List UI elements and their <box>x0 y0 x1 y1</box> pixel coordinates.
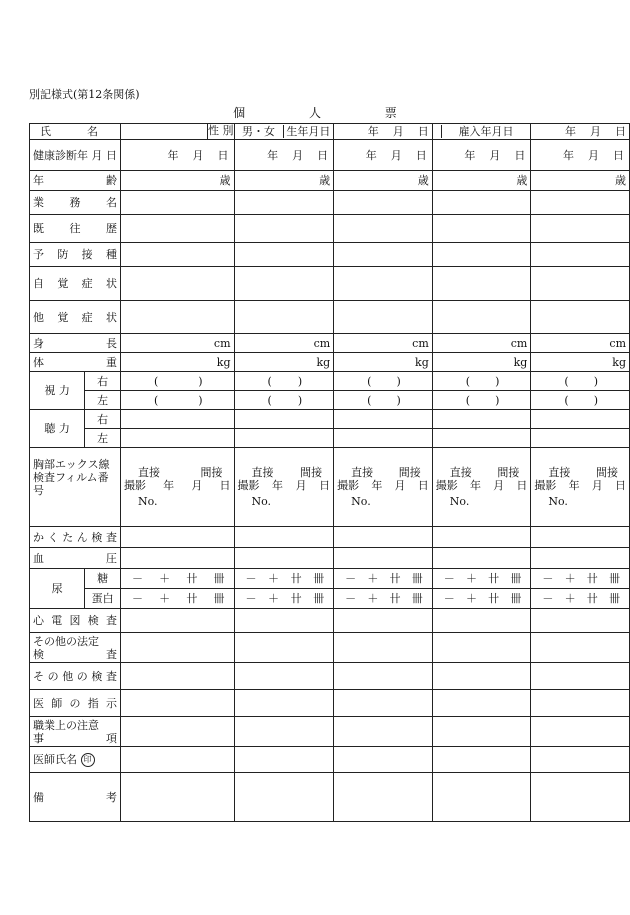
urine-protein-row <box>30 589 630 609</box>
ecg-cell[interactable] <box>234 609 334 633</box>
doctor-name-cell[interactable] <box>531 747 630 773</box>
urine-protein-label: 蛋白 <box>85 589 121 609</box>
doctor-name-row <box>30 747 630 773</box>
checkup-date-label: 健康診断年 月 日 <box>30 140 121 171</box>
checkup-date-row <box>30 140 630 171</box>
hearing-left-cell[interactable] <box>234 429 334 448</box>
age-cell[interactable] <box>334 171 433 191</box>
vaccination-cell[interactable] <box>234 243 334 267</box>
other-tests-cell[interactable] <box>334 663 433 690</box>
sputum-cell[interactable] <box>531 527 630 548</box>
job-cell[interactable] <box>334 191 433 215</box>
sputum-label: かくたん検査 <box>30 527 121 548</box>
xray-cell[interactable]: 直接 間接 撮影 年 月 日 No. <box>234 448 334 527</box>
doctor-name-label: 医師氏名 印 <box>30 747 121 773</box>
ecg-cell[interactable] <box>432 609 531 633</box>
vision-right-cell[interactable]: ( ) <box>121 372 235 391</box>
urine-label: 尿 <box>30 569 85 609</box>
sputum-cell[interactable] <box>121 527 235 548</box>
age-row <box>30 171 630 191</box>
weight-cell[interactable] <box>234 353 334 372</box>
urine-protein-cell[interactable]: － ＋ 卄 卌 <box>432 589 531 609</box>
height-cell[interactable] <box>334 334 433 353</box>
hearing-left-cell[interactable] <box>531 429 630 448</box>
objective-cell[interactable] <box>432 301 531 334</box>
vision-left-cell[interactable]: ( ) <box>234 391 334 410</box>
objective-cell[interactable] <box>121 301 235 334</box>
dob-label: 生年月日 <box>283 125 334 138</box>
age-cell[interactable] <box>234 171 334 191</box>
xray-label: 胸部エックス線検査フィルム番号 <box>30 448 121 527</box>
weight-unit: kg <box>513 355 528 369</box>
height-cell[interactable] <box>121 334 235 353</box>
history-label: 既往歴 <box>30 215 121 243</box>
dob-field[interactable]: 年 月 日 <box>334 124 433 140</box>
history-cell[interactable] <box>234 215 334 243</box>
other-tests-row <box>30 663 630 690</box>
other-legal-cell[interactable] <box>531 633 630 663</box>
remarks-cell[interactable] <box>121 773 235 822</box>
vaccination-cell[interactable] <box>121 243 235 267</box>
age-label: 年齢 <box>30 171 121 191</box>
vision-left-cell[interactable]: ( ) <box>432 391 531 410</box>
weight-unit: kg <box>415 355 429 369</box>
ecg-cell[interactable] <box>334 609 433 633</box>
height-unit: cm <box>213 336 231 350</box>
xray-cell[interactable]: 直接 間接 撮影 年 月 日 No. <box>121 448 235 527</box>
age-unit: 歳 <box>516 174 528 187</box>
history-cell[interactable] <box>531 215 630 243</box>
doctor-instructions-cell[interactable] <box>121 690 235 717</box>
checkup-date-cell[interactable]: 年 月 日 <box>234 140 334 171</box>
remarks-cell[interactable] <box>234 773 334 822</box>
urine-protein-cell[interactable]: － ＋ 卄 卌 <box>531 589 630 609</box>
xray-row <box>30 448 630 527</box>
hearing-right-cell[interactable] <box>432 410 531 429</box>
urine-protein-cell[interactable]: － ＋ 卄 卌 <box>121 589 235 609</box>
bp-cell[interactable] <box>234 548 334 569</box>
history-cell[interactable] <box>334 215 433 243</box>
vision-left-cell[interactable]: ( ) <box>121 391 235 410</box>
work-notes-cell[interactable] <box>121 717 235 747</box>
remarks-label: 備考 <box>30 773 121 822</box>
height-row <box>30 334 630 353</box>
sex-options[interactable]: 男・女 <box>242 125 275 138</box>
vision-right-cell[interactable]: ( ) <box>234 372 334 391</box>
urine-sugar-row <box>30 569 630 589</box>
other-legal-cell[interactable] <box>334 633 433 663</box>
other-tests-cell[interactable] <box>531 663 630 690</box>
weight-cell[interactable] <box>432 353 531 372</box>
sputum-cell[interactable] <box>234 527 334 548</box>
doctor-name-cell[interactable] <box>234 747 334 773</box>
hearing-left-cell[interactable] <box>334 429 433 448</box>
xray-cell[interactable]: 直接 間接 撮影 年 月 日 No. <box>334 448 433 527</box>
vision-left-cell[interactable]: ( ) <box>531 391 630 410</box>
work-notes-label: 職業上の注意 事項 <box>30 717 121 747</box>
subjective-cell[interactable] <box>234 267 334 301</box>
bp-cell[interactable] <box>121 548 235 569</box>
name-field[interactable] <box>121 124 235 140</box>
subjective-cell[interactable] <box>432 267 531 301</box>
vision-right-cell[interactable]: ( ) <box>432 372 531 391</box>
checkup-date-cell[interactable]: 年 月 日 <box>121 140 235 171</box>
ecg-label: 心電図検査 <box>30 609 121 633</box>
hearing-left-cell[interactable] <box>432 429 531 448</box>
work-notes-cell[interactable] <box>234 717 334 747</box>
subjective-cell[interactable] <box>121 267 235 301</box>
age-unit: 歳 <box>319 174 331 187</box>
hearing-left-label: 左 <box>85 429 121 448</box>
hearing-right-cell[interactable] <box>121 410 235 429</box>
doctor-instructions-row <box>30 690 630 717</box>
vaccination-row <box>30 243 630 267</box>
other-legal-cell[interactable] <box>121 633 235 663</box>
objective-cell[interactable] <box>334 301 433 334</box>
weight-cell[interactable] <box>334 353 433 372</box>
age-unit: 歳 <box>615 174 626 187</box>
hire-field[interactable]: 年 月 日 <box>531 124 630 140</box>
job-cell[interactable] <box>121 191 235 215</box>
urine-sugar-cell[interactable]: － ＋ 卄 卌 <box>234 569 334 589</box>
doctor-name-cell[interactable] <box>432 747 531 773</box>
vision-right-cell[interactable]: ( ) <box>531 372 630 391</box>
checkup-date-cell[interactable]: 年 月 日 <box>531 140 630 171</box>
blood-pressure-row <box>30 548 630 569</box>
job-row <box>30 191 630 215</box>
ecg-row <box>30 609 630 633</box>
vaccination-cell[interactable] <box>334 243 433 267</box>
other-tests-cell[interactable] <box>234 663 334 690</box>
checkup-date-cell[interactable]: 年 月 日 <box>334 140 433 171</box>
other-legal-cell[interactable] <box>234 633 334 663</box>
weight-unit: kg <box>216 355 231 369</box>
job-cell[interactable] <box>531 191 630 215</box>
urine-sugar-cell[interactable]: － ＋ 卄 卌 <box>432 569 531 589</box>
vision-right-cell[interactable]: ( ) <box>334 372 433 391</box>
age-unit: 歳 <box>219 174 231 187</box>
work-notes-cell[interactable] <box>334 717 433 747</box>
weight-label: 体重 <box>30 353 121 372</box>
hire-cell <box>432 124 531 140</box>
form-title: 個 人 票 <box>233 106 427 120</box>
bp-cell[interactable] <box>531 548 630 569</box>
doctor-instructions-label: 医師の指示 <box>30 690 121 717</box>
work-notes-cell[interactable] <box>432 717 531 747</box>
weight-unit: kg <box>316 355 331 369</box>
form-caption: 別記様式(第12条関係) <box>29 88 140 101</box>
subjective-cell[interactable] <box>334 267 433 301</box>
subjective-cell[interactable] <box>531 267 630 301</box>
hearing-right-cell[interactable] <box>531 410 630 429</box>
ecg-cell[interactable] <box>121 609 235 633</box>
hearing-right-cell[interactable] <box>334 410 433 429</box>
remarks-cell[interactable] <box>432 773 531 822</box>
weight-cell[interactable] <box>531 353 630 372</box>
job-cell[interactable] <box>432 191 531 215</box>
other-tests-cell[interactable] <box>121 663 235 690</box>
sputum-cell[interactable] <box>334 527 433 548</box>
sex-label: 性 別 <box>208 124 234 137</box>
height-cell[interactable] <box>432 334 531 353</box>
remarks-cell[interactable] <box>334 773 433 822</box>
hearing-left-cell[interactable] <box>121 429 235 448</box>
age-unit: 歳 <box>417 174 429 187</box>
doctor-instructions-cell[interactable] <box>531 690 630 717</box>
doctor-name-cell[interactable] <box>334 747 433 773</box>
doctor-instructions-cell[interactable] <box>432 690 531 717</box>
other-tests-cell[interactable] <box>432 663 531 690</box>
vision-label: 視 力 <box>30 372 85 410</box>
age-cell[interactable] <box>121 171 235 191</box>
blood-pressure-label: 血圧 <box>30 548 121 569</box>
history-row <box>30 215 630 243</box>
sex-dob-cell <box>234 124 334 140</box>
remarks-cell[interactable] <box>531 773 630 822</box>
header-row <box>30 124 630 140</box>
subjective-row <box>30 267 630 301</box>
sputum-row <box>30 527 630 548</box>
subjective-label: 自覚症状 <box>30 267 121 301</box>
doctor-instructions-cell[interactable] <box>334 690 433 717</box>
doctor-instructions-cell[interactable] <box>234 690 334 717</box>
height-unit: cm <box>609 336 626 350</box>
doctor-name-cell[interactable] <box>121 747 235 773</box>
urine-sugar-cell[interactable]: － ＋ 卄 卌 <box>531 569 630 589</box>
height-unit: cm <box>313 336 331 350</box>
vaccination-cell[interactable] <box>531 243 630 267</box>
xray-cell[interactable]: 直接 間接 撮影 年 月 日 No. <box>432 448 531 527</box>
other-tests-label: その他の検査 <box>30 663 121 690</box>
history-cell[interactable] <box>432 215 531 243</box>
hearing-right-row <box>30 410 630 429</box>
bp-cell[interactable] <box>432 548 531 569</box>
hire-label: 雇入年月日 <box>441 125 531 138</box>
objective-cell[interactable] <box>531 301 630 334</box>
sputum-cell[interactable] <box>432 527 531 548</box>
urine-sugar-label: 糖 <box>85 569 121 589</box>
vision-left-label: 左 <box>85 391 121 410</box>
vision-right-label: 右 <box>85 372 121 391</box>
other-legal-row <box>30 633 630 663</box>
weight-cell[interactable] <box>121 353 235 372</box>
urine-protein-cell[interactable]: － ＋ 卄 卌 <box>234 589 334 609</box>
xray-cell[interactable]: 直接 間接 撮影 年 月 日 No. <box>531 448 630 527</box>
urine-protein-cell[interactable]: － ＋ 卄 卌 <box>334 589 433 609</box>
height-unit: cm <box>412 336 429 350</box>
hearing-right-cell[interactable] <box>234 410 334 429</box>
height-label: 身長 <box>30 334 121 353</box>
checkup-date-cell[interactable]: 年 月 日 <box>432 140 531 171</box>
vision-left-row <box>30 391 630 410</box>
work-notes-row <box>30 717 630 747</box>
vaccination-label: 予防接種 <box>30 243 121 267</box>
other-legal-label: その他の法定 検査 <box>30 633 121 663</box>
job-label: 業務名 <box>30 191 121 215</box>
job-cell[interactable] <box>234 191 334 215</box>
hearing-right-label: 右 <box>85 410 121 429</box>
weight-unit: kg <box>612 355 626 369</box>
age-cell[interactable] <box>531 171 630 191</box>
bp-cell[interactable] <box>334 548 433 569</box>
objective-label: 他覚症状 <box>30 301 121 334</box>
weight-row <box>30 353 630 372</box>
name-label: 氏名 <box>30 124 121 140</box>
hearing-left-row <box>30 429 630 448</box>
height-cell[interactable] <box>234 334 334 353</box>
vaccination-cell[interactable] <box>432 243 531 267</box>
objective-cell[interactable] <box>234 301 334 334</box>
personal-record-table <box>29 123 630 822</box>
vision-right-row <box>30 372 630 391</box>
history-cell[interactable] <box>121 215 235 243</box>
objective-row <box>30 301 630 334</box>
seal-icon: 印 <box>81 753 95 767</box>
ecg-cell[interactable] <box>531 609 630 633</box>
urine-sugar-cell[interactable]: － ＋ 卄 卌 <box>334 569 433 589</box>
vision-left-cell[interactable]: ( ) <box>334 391 433 410</box>
hearing-label: 聴 力 <box>30 410 85 448</box>
age-cell[interactable] <box>432 171 531 191</box>
height-unit: cm <box>510 336 528 350</box>
other-legal-cell[interactable] <box>432 633 531 663</box>
urine-sugar-cell[interactable]: － ＋ 卄 卌 <box>121 569 235 589</box>
height-cell[interactable] <box>531 334 630 353</box>
remarks-row <box>30 773 630 822</box>
work-notes-cell[interactable] <box>531 717 630 747</box>
